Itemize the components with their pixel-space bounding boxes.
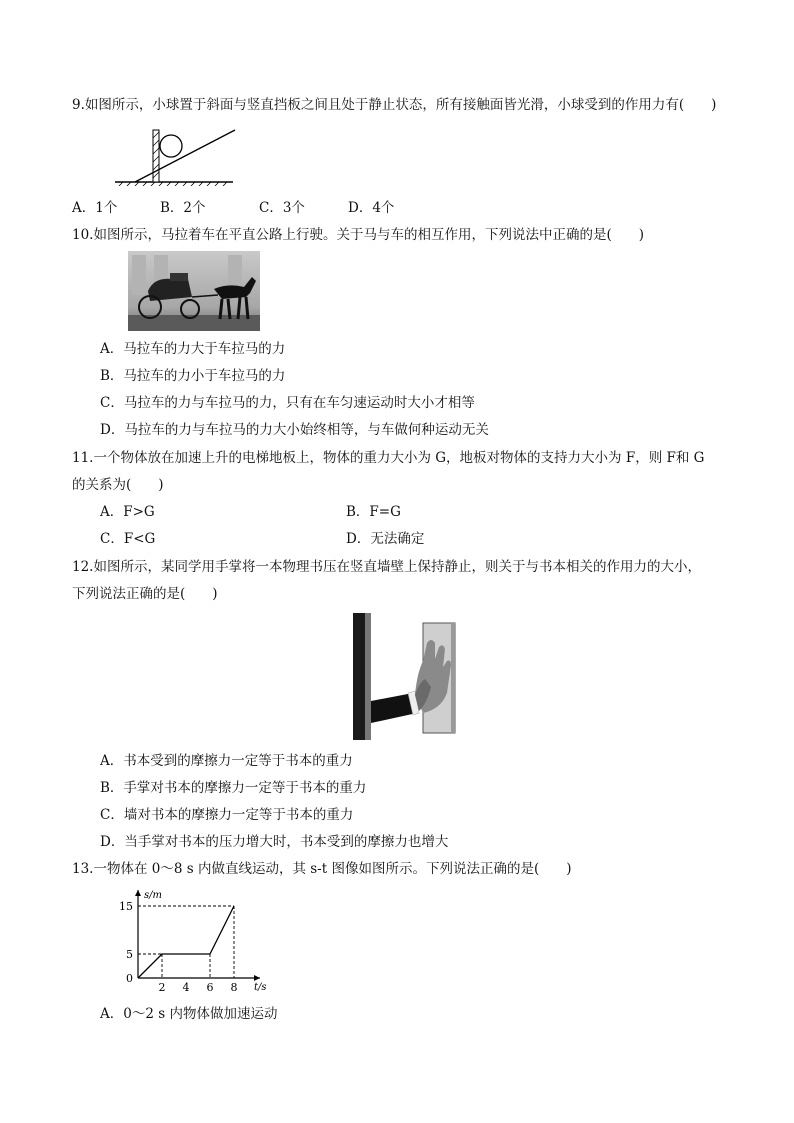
q12-option-c[interactable]: C．墙对书本的摩擦力一定等于书本的重力 (100, 807, 354, 823)
q9-option-c[interactable]: C．3个 (259, 200, 305, 216)
x-tick-label: 2 (158, 981, 166, 994)
x-axis-label: t/s (254, 982, 267, 993)
q12-stem-line1: 12.如图所示，某同学用手掌将一本物理书压在竖直墙壁上保持静止，则关于与书本相关的作用力的大小， (72, 559, 701, 575)
q11-stem-line1: 11.一个物体放在加速上升的电梯地板上，物体的重力大小为 G，地板对物体的支持力大小为 F，则 F和 G (72, 450, 705, 466)
q10-option-b[interactable]: B．马拉车的力小于车拉马的力 (100, 368, 286, 384)
q13-stem: 13.一物体在 0～8 s 内做直线运动，其 s-t 图像如图所示。下列说法正确的是( ) (72, 861, 572, 877)
q10-stem: 10.如图所示，马拉着车在平直公路上行驶。关于马与车的相互作用，下列说法中正确的是( ) (72, 227, 645, 243)
q11-option-d[interactable]: D．无法确定 (346, 531, 425, 547)
q10-horse-carriage-photo (128, 251, 260, 331)
q9-options (72, 199, 394, 217)
y-tick-label: 15 (119, 900, 133, 913)
q13-option-a[interactable]: A．0～2 s 内物体做加速运动 (100, 1006, 278, 1022)
q11-stem-line2: 的关系为( ) (72, 477, 164, 493)
x-axis-arrow (254, 975, 260, 981)
y-tick-label: 5 (126, 948, 133, 961)
q10-option-d[interactable]: D．马拉车的力与车拉马的力大小始终相等，与车做何种运动无关 (100, 422, 489, 438)
q12-stem-line2: 下列说法正确的是( ) (72, 586, 218, 602)
q12-option-d[interactable]: D．当手掌对书本的压力增大时，书本受到的摩擦力也增大 (100, 834, 449, 850)
q9-stem: 9.如图所示，小球置于斜面与竖直挡板之间且处于静止状态，所有接触面皆光滑，小球受到的作用力有( ) (72, 97, 717, 113)
x-tick-label: 4 (182, 981, 190, 994)
y-axis-label: s/m (144, 890, 162, 901)
q10-option-a[interactable]: A．马拉车的力大于车拉马的力 (100, 341, 286, 357)
q11-option-a[interactable]: A．F>G (100, 504, 155, 520)
q11-option-b[interactable]: B．F=G (346, 504, 401, 520)
q9-option-b[interactable]: B．2个 (160, 200, 206, 216)
q12-option-a[interactable]: A．书本受到的摩擦力一定等于书本的重力 (100, 753, 353, 769)
q12-option-b[interactable]: B．手掌对书本的摩擦力一定等于书本的重力 (100, 780, 367, 796)
q10-option-c[interactable]: C．马拉车的力与车拉马的力，只有在车匀速运动时大小才相等 (100, 395, 475, 411)
x-tick-label: 6 (206, 981, 214, 994)
series-line (138, 906, 234, 978)
y-tick-label: 0 (126, 972, 133, 985)
q13-st-graph (112, 884, 272, 996)
x-tick-label: 8 (230, 981, 238, 994)
q9-incline-figure (113, 124, 238, 186)
q12-hand-book-photo (353, 613, 465, 740)
y-axis-arrow (135, 890, 141, 896)
q9-option-a[interactable]: A．1个 (72, 200, 118, 216)
q11-option-c[interactable]: C．F<G (100, 531, 156, 547)
q9-option-d[interactable]: D．4个 (348, 200, 395, 216)
